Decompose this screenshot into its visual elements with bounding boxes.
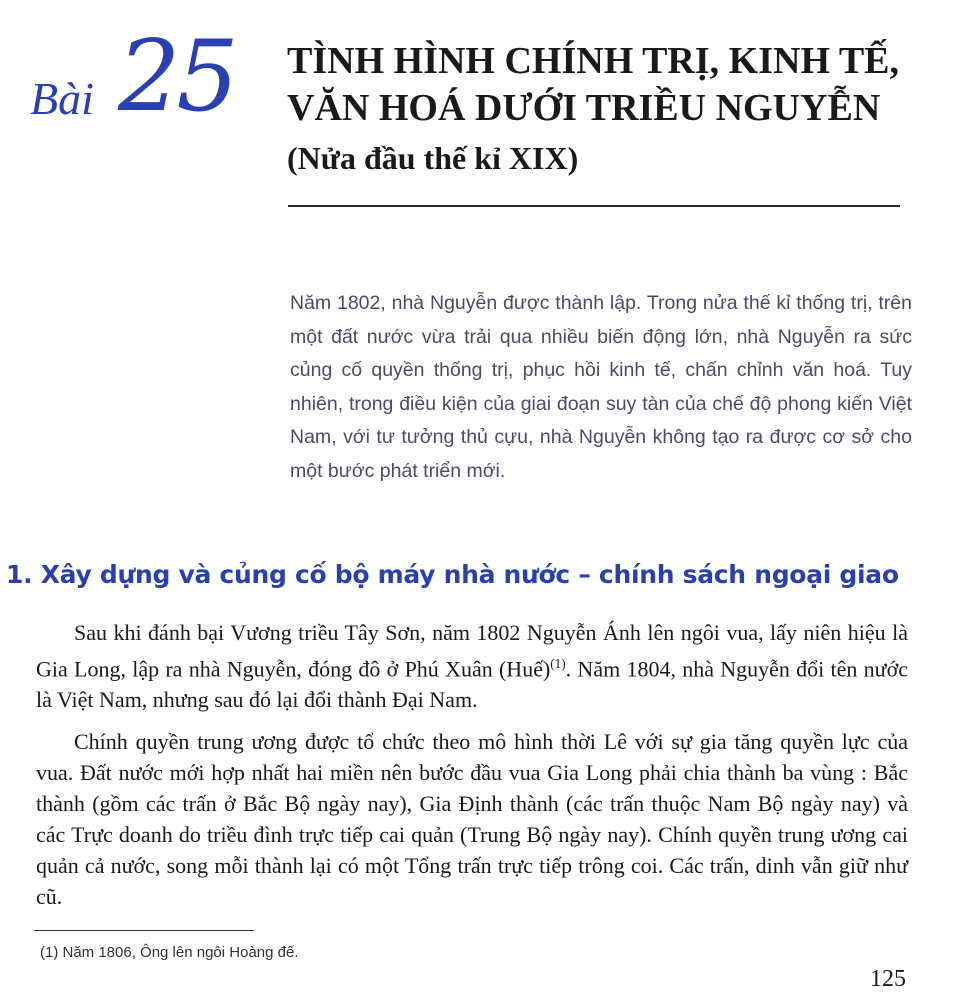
- body-paragraph-2: Chính quyền trung ương được tổ chức theo mô hình thời Lê với sự gia tăng quyền lực của vua. Đất nước mới hợp nhất hai miền nên bước đầu vua Gia Long phải chia thành ba vùng : Bắc thành (gồm các trấn ở Bắc Bộ ngày nay), Gia Định thành (các trấn thuộc Nam Bộ ngày nay) và các Trực doanh do triều đình trực tiếp cai quản (Trung Bộ ngày nay). Chính quyền trung ương cai quản cả nước, song mỗi thành lại có một Tổng trấn trực tiếp trông coi. Các trấn, dinh vẫn giữ như cũ.: [36, 729, 908, 909]
- lesson-title: TÌNH HÌNH CHÍNH TRỊ, KINH TẾ, VĂN HOÁ DƯỚI TRIỀU NGUYỄN: [287, 40, 900, 129]
- footnote: (1) Năm 1806, Ông lên ngôi Hoàng đế.: [40, 944, 299, 961]
- paragraph-1-text-before: Sau khi đánh bại Vương triều Tây Sơn, năm 1802 Nguyễn Ánh lên ngôi vua, lấy niên hiệu là Gia Long, lập ra nhà Nguyễn, đóng đô ở Phú Xuân (Huế): [36, 620, 908, 682]
- footnote-divider: [34, 930, 254, 931]
- lesson-number: 25: [118, 20, 235, 134]
- body-paragraph-1: [36, 617, 908, 715]
- footnote-reference: (1): [550, 656, 566, 671]
- section-heading: 1. Xây dựng và củng cố bộ máy nhà nước – chính sách ngoại giao: [6, 560, 899, 589]
- page-number: 125: [870, 966, 906, 992]
- intro-paragraph: Năm 1802, nhà Nguyễn được thành lập. Trong nửa thế kỉ thống trị, trên một đất nước vừa trải qua nhiều biến động lớn, nhà Nguyễn ra sức củng cố quyền thống trị, phục hồi kinh tế, chấn chỉnh văn hoá. Tuy nhiên, trong điều kiện của giai đoạn suy tàn của chế độ phong kiến Việt Nam, với tư tưởng thủ cựu, nhà Nguyễn không tạo ra được cơ sở cho một bước phát triển mới.: [290, 292, 912, 482]
- title-divider: [288, 205, 900, 207]
- lesson-subtitle: (Nửa đầu thế kỉ XIX): [287, 140, 579, 176]
- lesson-label: Bài: [30, 73, 94, 124]
- paragraph-1-text-after: . Năm 1804, nhà Nguyễn đổi tên nước là Việt Nam, nhưng sau đó lại đổi thành Đại Nam.: [36, 656, 908, 713]
